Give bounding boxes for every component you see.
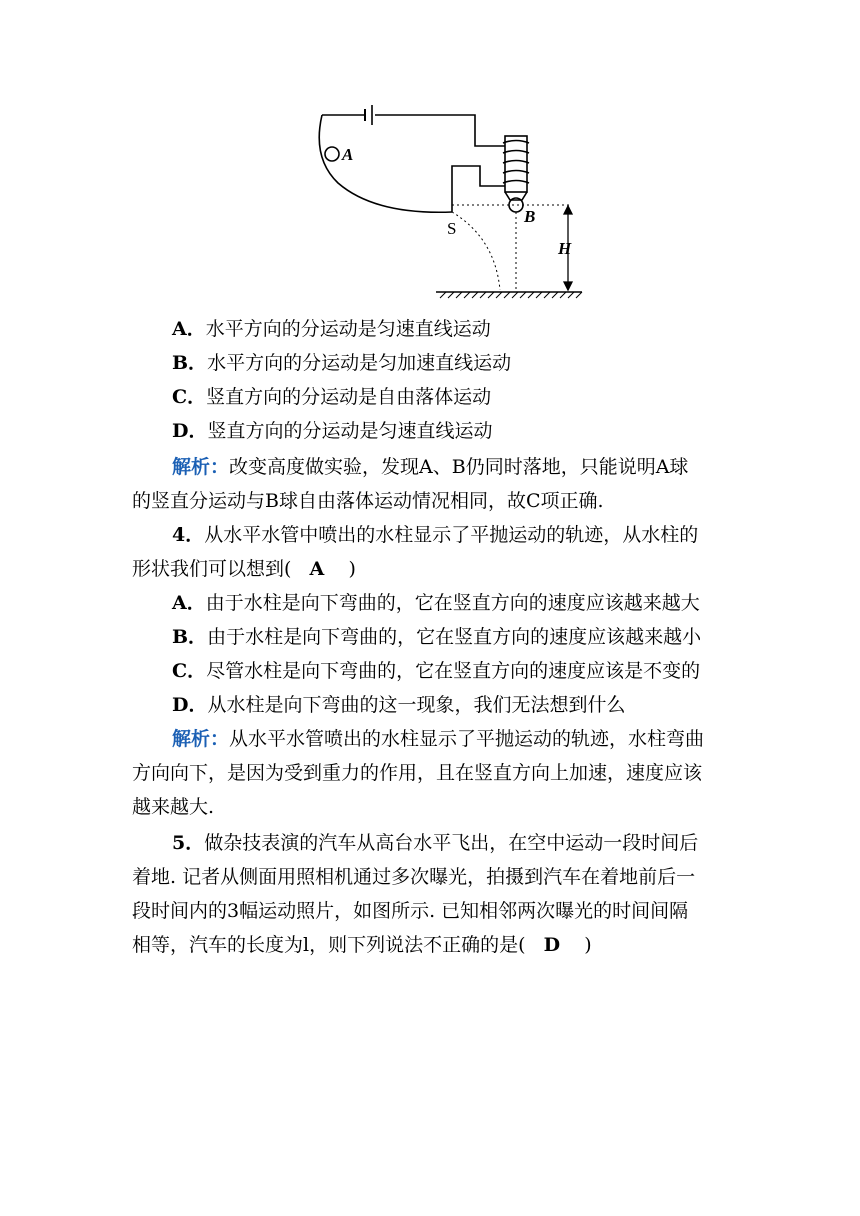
q4-stem-line1: 4．从水平水管中喷出的水柱显示了平抛运动的轨迹，从水柱的 [172,524,699,546]
label-a: A [342,145,354,164]
q5-answer: D [543,934,561,956]
q5-stem-line4: 相等，汽车的长度为l，则下列说法不正确的是( D ) [132,934,592,956]
q3-analysis-line1: 解析：改变高度做实验，发现A、B仍同时落地，只能说明A球 [172,456,689,478]
apparatus-diagram [300,98,600,308]
q4-option-d: D．从水柱是向下弯曲的这一现象，我们无法想到什么 [172,694,626,716]
q5-stem-line3: 段时间内的3幅运动照片，如图所示. 已知相邻两次曝光的时间间隔 [132,900,689,922]
q3-option-c: C．竖直方向的分运动是自由落体运动 [172,386,492,408]
q4-answer: A [309,558,325,580]
q3-option-d: D．竖直方向的分运动是匀速直线运动 [172,420,493,442]
q3-option-a: A．水平方向的分运动是匀速直线运动 [172,318,491,340]
q3-option-b: B．水平方向的分运动是匀加速直线运动 [172,352,512,374]
q4-option-b: B．由于水柱是向下弯曲的，它在竖直方向的速度应该越来越小 [172,626,702,648]
q5-stem-line1: 5．做杂技表演的汽车从高台水平飞出，在空中运动一段时间后 [172,832,699,854]
q4-analysis-line2: 方向向下，是因为受到重力的作用，且在竖直方向上加速，速度应该 [132,762,703,784]
q4-option-a: A．由于水柱是向下弯曲的，它在竖直方向的速度应该越来越大 [172,592,700,614]
q4-analysis-line1: 解析：从水平水管喷出的水柱显示了平抛运动的轨迹，水柱弯曲 [172,728,705,750]
q3-analysis-line2: 的竖直分运动与B球自由落体运动情况相同，故C项正确. [132,490,604,512]
label-b: B [524,207,536,226]
q4-analysis-line3: 越来越大. [132,796,215,818]
label-h: H [558,239,572,258]
label-s: S [447,219,457,238]
q5-stem-line2: 着地. 记者从侧面用照相机通过多次曝光，拍摄到汽车在着地前后一 [132,866,696,888]
q4-stem-line2: 形状我们可以想到( A ) [132,558,356,580]
q4-option-c: C．尽管水柱是向下弯曲的，它在竖直方向的速度应该是不变的 [172,660,701,682]
